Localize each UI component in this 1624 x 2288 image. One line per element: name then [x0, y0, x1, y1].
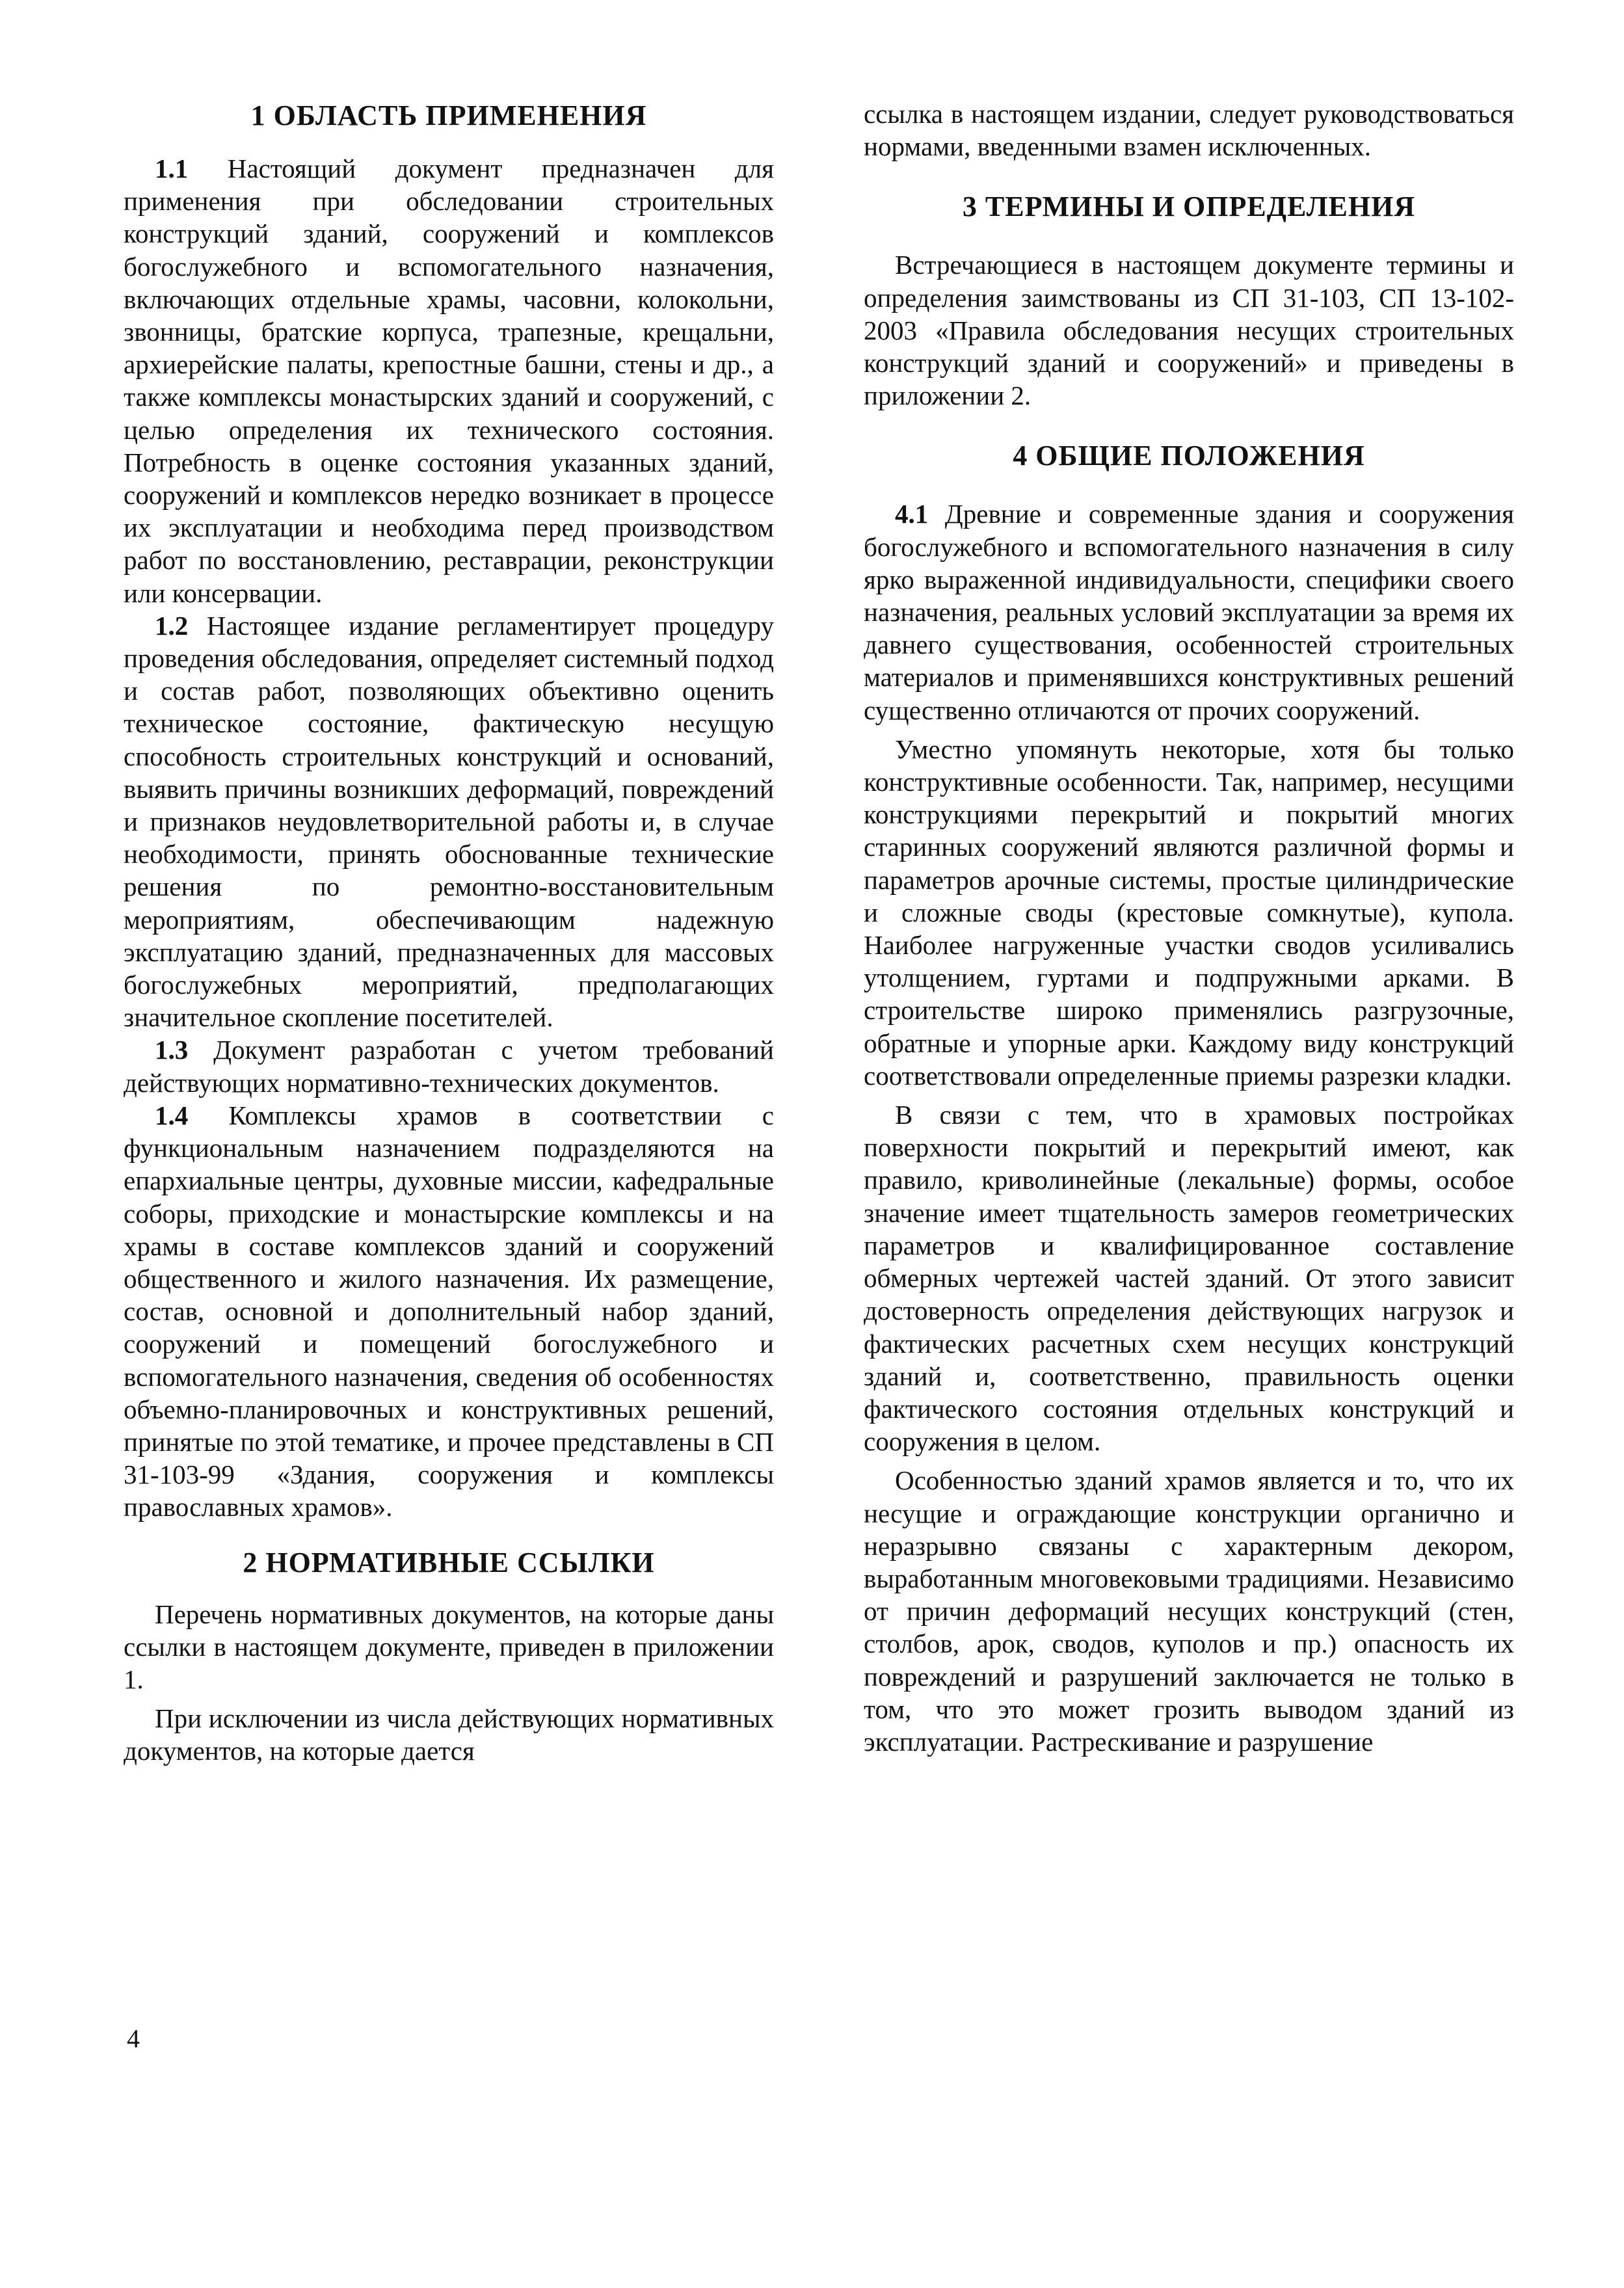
clause-number: 4.1 — [895, 499, 929, 529]
paragraph-3-1: Встречающиеся в настоящем документе термины и определения заимствованы из СП 31-103, СП 13-102-2003 «Правила обследования несущих строительных конструкций зданий и сооружений» и приведены в приложении 2. — [864, 250, 1514, 411]
paragraph-text: Древние и современные здания и сооружения богослужебного и вспомогательного назначения в силу ярко выраженной индивидуальности, специфики своего назначения, реальных условий эксплуатации за время их давнего существования, особенностей строительных материалов и применявшихся конструктивных решений существенно отличаются от прочих сооружений. — [864, 499, 1514, 725]
paragraph-1-1 — [124, 152, 774, 609]
paragraph-4-2: Уместно упомянуть некоторые, хотя бы только конструктивные особенности. Так, например, несущими конструкциями перекрытий и покрытий многих старинных сооружений являются различной формы и параметров арочные системы, простые цилиндрические и сложные своды (крестовые сомкнутые), купола. Наиболее нагруженные участки сводов усиливались утолщением, гуртами и подпружными арками. В строительстве широко применялись разгрузочные, обратные и упорные арки. Каждому виду конструкций соответствовали определенные приемы разрезки кладки. — [864, 734, 1514, 1091]
paragraph-1-2 — [124, 609, 774, 1034]
paragraph-text: Документ разработан с учетом требований действующих нормативно-технических документов. — [124, 1035, 774, 1098]
right-column — [864, 98, 1514, 1758]
paragraph-2-2-continued: ссылка в настоящем издании, следует руководствоваться нормами, введенными взамен исключенных. — [864, 99, 1514, 162]
clause-number: 1.2 — [155, 610, 189, 641]
paragraph-4-3: В связи с тем, что в храмовых постройках поверхности покрытий и перекрытий имеют, как правило, криволинейные (лекальные) формы, особое значение имеет тщательность замеров геометрических параметров и квалифицированное составление обмерных чертежей частей зданий. От этого зависит достоверность определения действующих нагрузок и фактических расчетных схем несущих конструкций зданий и, соответственно, правильность оценки фактического состояния отдельных конструкций и сооружения в целом. — [864, 1100, 1514, 1457]
paragraph-2-2: При исключении из числа действующих нормативных документов, на которые дается — [124, 1703, 774, 1766]
section-2-heading: 2 НОРМАТИВНЫЕ ССЫЛКИ — [243, 1546, 655, 1578]
clause-number: 1.3 — [155, 1035, 189, 1065]
paragraph-4-4: Особенностью зданий храмов является и то, что их несущие и ограждающие конструкции органично и неразрывно связаны с характерным декором, выработанным многовековыми традициями. Независимо от причин деформаций несущих конструкций (стен, столбов, арок, сводов, куполов и пр.) опасность их повреждений и разрушений заключается не только в том, что это может грозить выводом зданий из эксплуатации. Растрескивание и разрушение — [864, 1465, 1514, 1757]
paragraph-text: Настоящий документ предназначен для применения при обследовании строительных конструкций зданий, сооружений и комплексов богослужебного и вспомогательного назначения, включающих отдельные храмы, часовни, колокольни, звонницы, братские корпуса, трапезные, крещальни, архиерейские палаты, крепостные башни, стены и др., а также комплексы монастырских зданий и сооружений, с целью определения их технического состояния. Потребность в оценке состояния указанных зданий, сооружений и комплексов нередко возникает в процессе их эксплуатации и необходима перед производством работ по восстановлению, реставрации, реконструкции или консервации. — [124, 153, 774, 608]
section-3-heading: 3 ТЕРМИНЫ И ОПРЕДЕЛЕНИЯ — [962, 191, 1416, 223]
page-number: 4 — [127, 2024, 140, 2053]
paragraph-text: Настоящее издание регламентирует процедуру проведения обследования, определяет системный подход и состав работ, позволяющих объективно оценить техническое состояние, фактическую несущую способность строительных конструкций и оснований, выявить причины возникших деформаций, повреждений и признаков неудовлетворительной работы и, в случае необходимости, принять обоснованные технические решения по ремонтно-восстановительным мероприятиям, обеспечивающим надежную эксплуатацию зданий, предназначенных для массовых богослужебных мероприятий, предполагающих значительное скопление посетителей. — [124, 610, 774, 1033]
paragraph-text: Комплексы храмов в соответствии с функциональным назначением подразделяются на епархиальные центры, духовные миссии, кафедральные соборы, приходские и монастырские комплексы и на храмы в составе комплексов зданий и сооружений общественного и жилого назначения. Их размещение, состав, основной и дополнительный набор зданий, сооружений и помещений богослужебного и вспомогательного назначения, сведения об особенностях объемно-планировочных и конструктивных решений, принятые по этой тематике, и прочее представлены в СП 31-103-99 «Здания, сооружения и комплексы православных храмов». — [124, 1100, 774, 1523]
left-column — [124, 98, 774, 1768]
paragraph-1-3 — [124, 1033, 774, 1098]
clause-number: 1.4 — [155, 1100, 189, 1130]
paragraph-1-4 — [124, 1099, 774, 1524]
clause-number: 1.1 — [155, 153, 189, 183]
paragraph-2-1: Перечень нормативных документов, на которые даны ссылки в настоящем документе, приведен в приложении 1. — [124, 1599, 774, 1694]
section-4-heading: 4 ОБЩИЕ ПОЛОЖЕНИЯ — [1013, 440, 1365, 472]
section-1-heading: 1 ОБЛАСТЬ ПРИМЕНЕНИЯ — [250, 100, 647, 131]
paragraph-4-1 — [864, 498, 1514, 726]
